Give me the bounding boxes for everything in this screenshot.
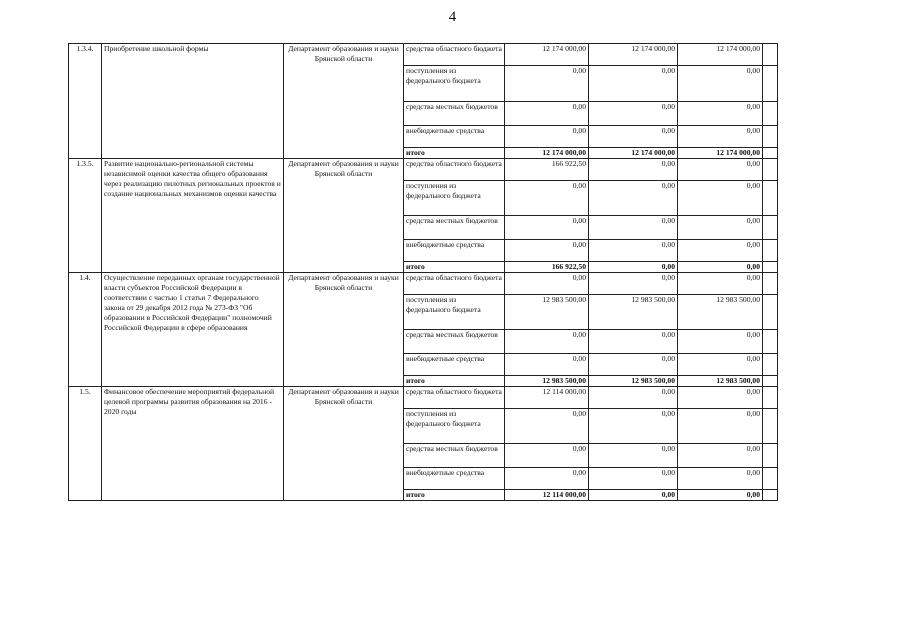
item-executor: Департамент образования и науки Брянской области [284,387,404,501]
amount-cell: 0,00 [505,468,589,490]
amount-cell: 0,00 [678,273,763,295]
amount-cell: 0,00 [589,159,678,181]
amount-cell: 12 114 000,00 [505,490,589,501]
amount-cell: 0,00 [505,102,589,126]
amount-cell: 0,00 [589,181,678,216]
amount-cell: 0,00 [678,490,763,501]
amount-cell: 0,00 [678,387,763,409]
empty-cell [763,262,778,273]
amount-cell: 0,00 [589,273,678,295]
amount-cell: 12 983 500,00 [589,376,678,387]
amount-cell: 0,00 [678,66,763,102]
empty-cell [763,409,778,444]
empty-cell [763,66,778,102]
amount-cell: 0,00 [589,262,678,273]
empty-cell [763,126,778,148]
amount-cell: 0,00 [505,126,589,148]
funding-source: внебюджетные средства [404,126,505,148]
funding-source: поступления из федерального бюджета [404,181,505,216]
amount-cell: 12 174 000,00 [589,44,678,66]
amount-cell: 12 174 000,00 [589,148,678,159]
funding-source: внебюджетные средства [404,468,505,490]
amount-cell: 0,00 [589,387,678,409]
amount-cell: 166 922,50 [505,262,589,273]
total-label: итого [404,490,505,501]
empty-cell [763,240,778,262]
funding-source: внебюджетные средства [404,354,505,376]
amount-cell: 12 174 000,00 [505,148,589,159]
total-label: итого [404,262,505,273]
amount-cell: 0,00 [589,216,678,240]
amount-cell: 166 922,50 [505,159,589,181]
amount-cell: 12 114 000,00 [505,387,589,409]
item-name: Приобретение школьной формы [102,44,284,159]
item-executor: Департамент образования и науки Брянской области [284,273,404,387]
item-number: 1.4. [69,273,102,387]
empty-cell [763,376,778,387]
amount-cell: 12 983 500,00 [678,295,763,330]
funding-source: средства местных бюджетов [404,330,505,354]
amount-cell: 0,00 [505,330,589,354]
empty-cell [763,444,778,468]
funding-source: внебюджетные средства [404,240,505,262]
amount-cell: 0,00 [678,126,763,148]
amount-cell: 12 174 000,00 [678,44,763,66]
amount-cell: 0,00 [505,409,589,444]
amount-cell: 0,00 [589,468,678,490]
amount-cell: 12 174 000,00 [505,44,589,66]
empty-cell [763,102,778,126]
item-name: Осуществление переданных органам государственной власти субъектов Российской Федерации в соответствии с частью 1 статьи 7 Федерального закона от 29 декабря 2012 года № 273-ФЗ "Об образовании в Российской Федерации" полномочий Российской Федерации в сфере образования [102,273,284,387]
table-row [69,387,778,409]
empty-cell [763,44,778,66]
empty-cell [763,148,778,159]
amount-cell: 0,00 [678,262,763,273]
item-name: Финансовое обеспечение мероприятий федеральной целевой программы развития образования на 2016 - 2020 годы [102,387,284,501]
page-number: 4 [448,9,457,25]
item-name: Развитие национально-региональной системы независимой оценки качества общего образования через реализацию пилотных региональных проектов и создание национальных механизмов оценки качества [102,159,284,273]
amount-cell: 0,00 [678,181,763,216]
funding-source: поступления из федерального бюджета [404,66,505,102]
amount-cell: 0,00 [678,444,763,468]
item-number: 1.3.4. [69,44,102,159]
amount-cell: 0,00 [589,102,678,126]
amount-cell: 0,00 [678,102,763,126]
empty-cell [763,159,778,181]
empty-cell [763,354,778,376]
empty-cell [763,330,778,354]
amount-cell: 0,00 [589,240,678,262]
amount-cell: 0,00 [589,126,678,148]
empty-cell [763,387,778,409]
amount-cell: 0,00 [589,330,678,354]
funding-source: поступления из федерального бюджета [404,409,505,444]
amount-cell: 0,00 [678,159,763,181]
table-row [69,44,778,66]
funding-source: средства областного бюджета [404,387,505,409]
amount-cell: 0,00 [505,216,589,240]
budget-table [68,43,778,501]
amount-cell: 0,00 [589,490,678,501]
table-row [69,273,778,295]
funding-source: поступления из федерального бюджета [404,295,505,330]
empty-cell [763,468,778,490]
total-label: итого [404,376,505,387]
item-executor: Департамент образования и науки Брянской области [284,159,404,273]
amount-cell: 0,00 [678,240,763,262]
amount-cell: 0,00 [678,216,763,240]
funding-source: средства местных бюджетов [404,444,505,468]
amount-cell: 0,00 [505,273,589,295]
amount-cell: 0,00 [589,66,678,102]
amount-cell: 0,00 [589,354,678,376]
amount-cell: 12 983 500,00 [589,295,678,330]
amount-cell: 0,00 [589,409,678,444]
empty-cell [763,181,778,216]
amount-cell: 0,00 [505,240,589,262]
amount-cell: 0,00 [505,181,589,216]
empty-cell [763,490,778,501]
amount-cell: 0,00 [678,468,763,490]
empty-cell [763,273,778,295]
amount-cell: 0,00 [505,66,589,102]
amount-cell: 12 174 000,00 [678,148,763,159]
funding-source: средства областного бюджета [404,273,505,295]
amount-cell: 0,00 [678,354,763,376]
item-executor: Департамент образования и науки Брянской области [284,44,404,159]
amount-cell: 0,00 [678,409,763,444]
funding-source: средства областного бюджета [404,44,505,66]
item-number: 1.3.5. [69,159,102,273]
amount-cell: 0,00 [589,444,678,468]
table-row [69,159,778,181]
amount-cell: 12 983 500,00 [678,376,763,387]
amount-cell: 0,00 [505,354,589,376]
funding-source: средства местных бюджетов [404,102,505,126]
amount-cell: 12 983 500,00 [505,376,589,387]
funding-source: средства местных бюджетов [404,216,505,240]
item-number: 1.5. [69,387,102,501]
total-label: итого [404,148,505,159]
funding-source: средства областного бюджета [404,159,505,181]
empty-cell [763,295,778,330]
amount-cell: 0,00 [505,444,589,468]
amount-cell: 12 983 500,00 [505,295,589,330]
amount-cell: 0,00 [678,330,763,354]
empty-cell [763,216,778,240]
